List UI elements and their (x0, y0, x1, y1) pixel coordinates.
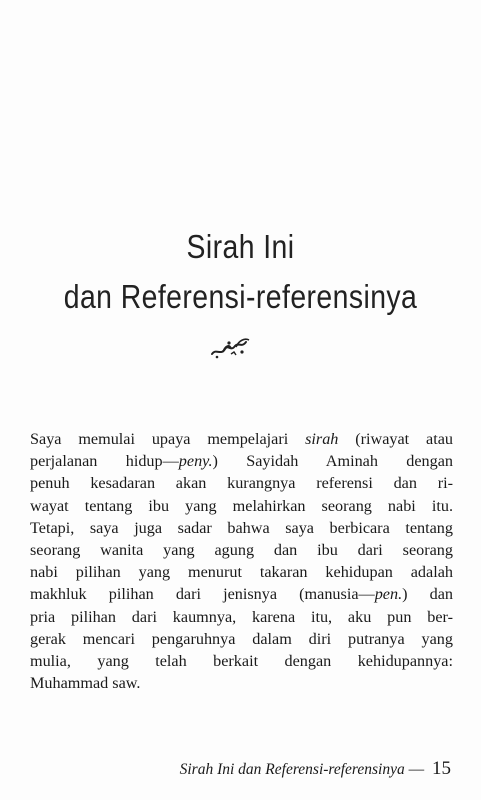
text-line: mulia, yang telah berkait dengan kehidupannya: (30, 651, 453, 670)
text-line: Saya memulai upaya mempelajari sirah (riwayat atau (30, 430, 453, 448)
text-line: Tetapi, saya juga sadar bahwa saya berbicara tentang (30, 518, 453, 537)
chapter-title-line-1: Sirah Ini (186, 228, 295, 265)
text-line: perjalanan hidup—peny.) Sayidah Aminah dengan (30, 452, 454, 471)
page-footer (0, 758, 451, 780)
chapter-title (0, 222, 481, 322)
text-line: gerak mencari pengaruhnya dalam diri putranya yang (30, 629, 453, 648)
italic-term: sirah (305, 430, 339, 448)
flourish-ornament-icon (209, 334, 253, 360)
text-line: pria pilihan dari kaumnya, karena itu, aku pun ber- (30, 607, 453, 626)
footer-dash: — (408, 761, 425, 778)
text-line: penuh kesadaran akan kurangnya referensi dan ri- (30, 474, 453, 493)
chapter-title-line-2: dan Referensi-referensinya (63, 278, 418, 315)
italic-term: peny. (178, 452, 213, 471)
text-line: seorang wanita yang agung dan ibu dari seorang (30, 540, 453, 559)
text-line: makhluk pilihan dari jenisnya (manusia—pen.) dan (30, 585, 454, 604)
text-line: Muhammad saw. (30, 674, 141, 693)
page-number: 15 (432, 758, 451, 779)
body-paragraph (30, 428, 453, 694)
italic-term: pen. (374, 585, 403, 604)
text-line: nabi pilihan yang menurut takaran kehidupan adalah (30, 563, 453, 582)
text-line: wayat tentang ibu yang melahirkan seorang nabi itu. (30, 496, 453, 515)
running-title: Sirah Ini dan Referensi-referensinya (179, 761, 405, 778)
